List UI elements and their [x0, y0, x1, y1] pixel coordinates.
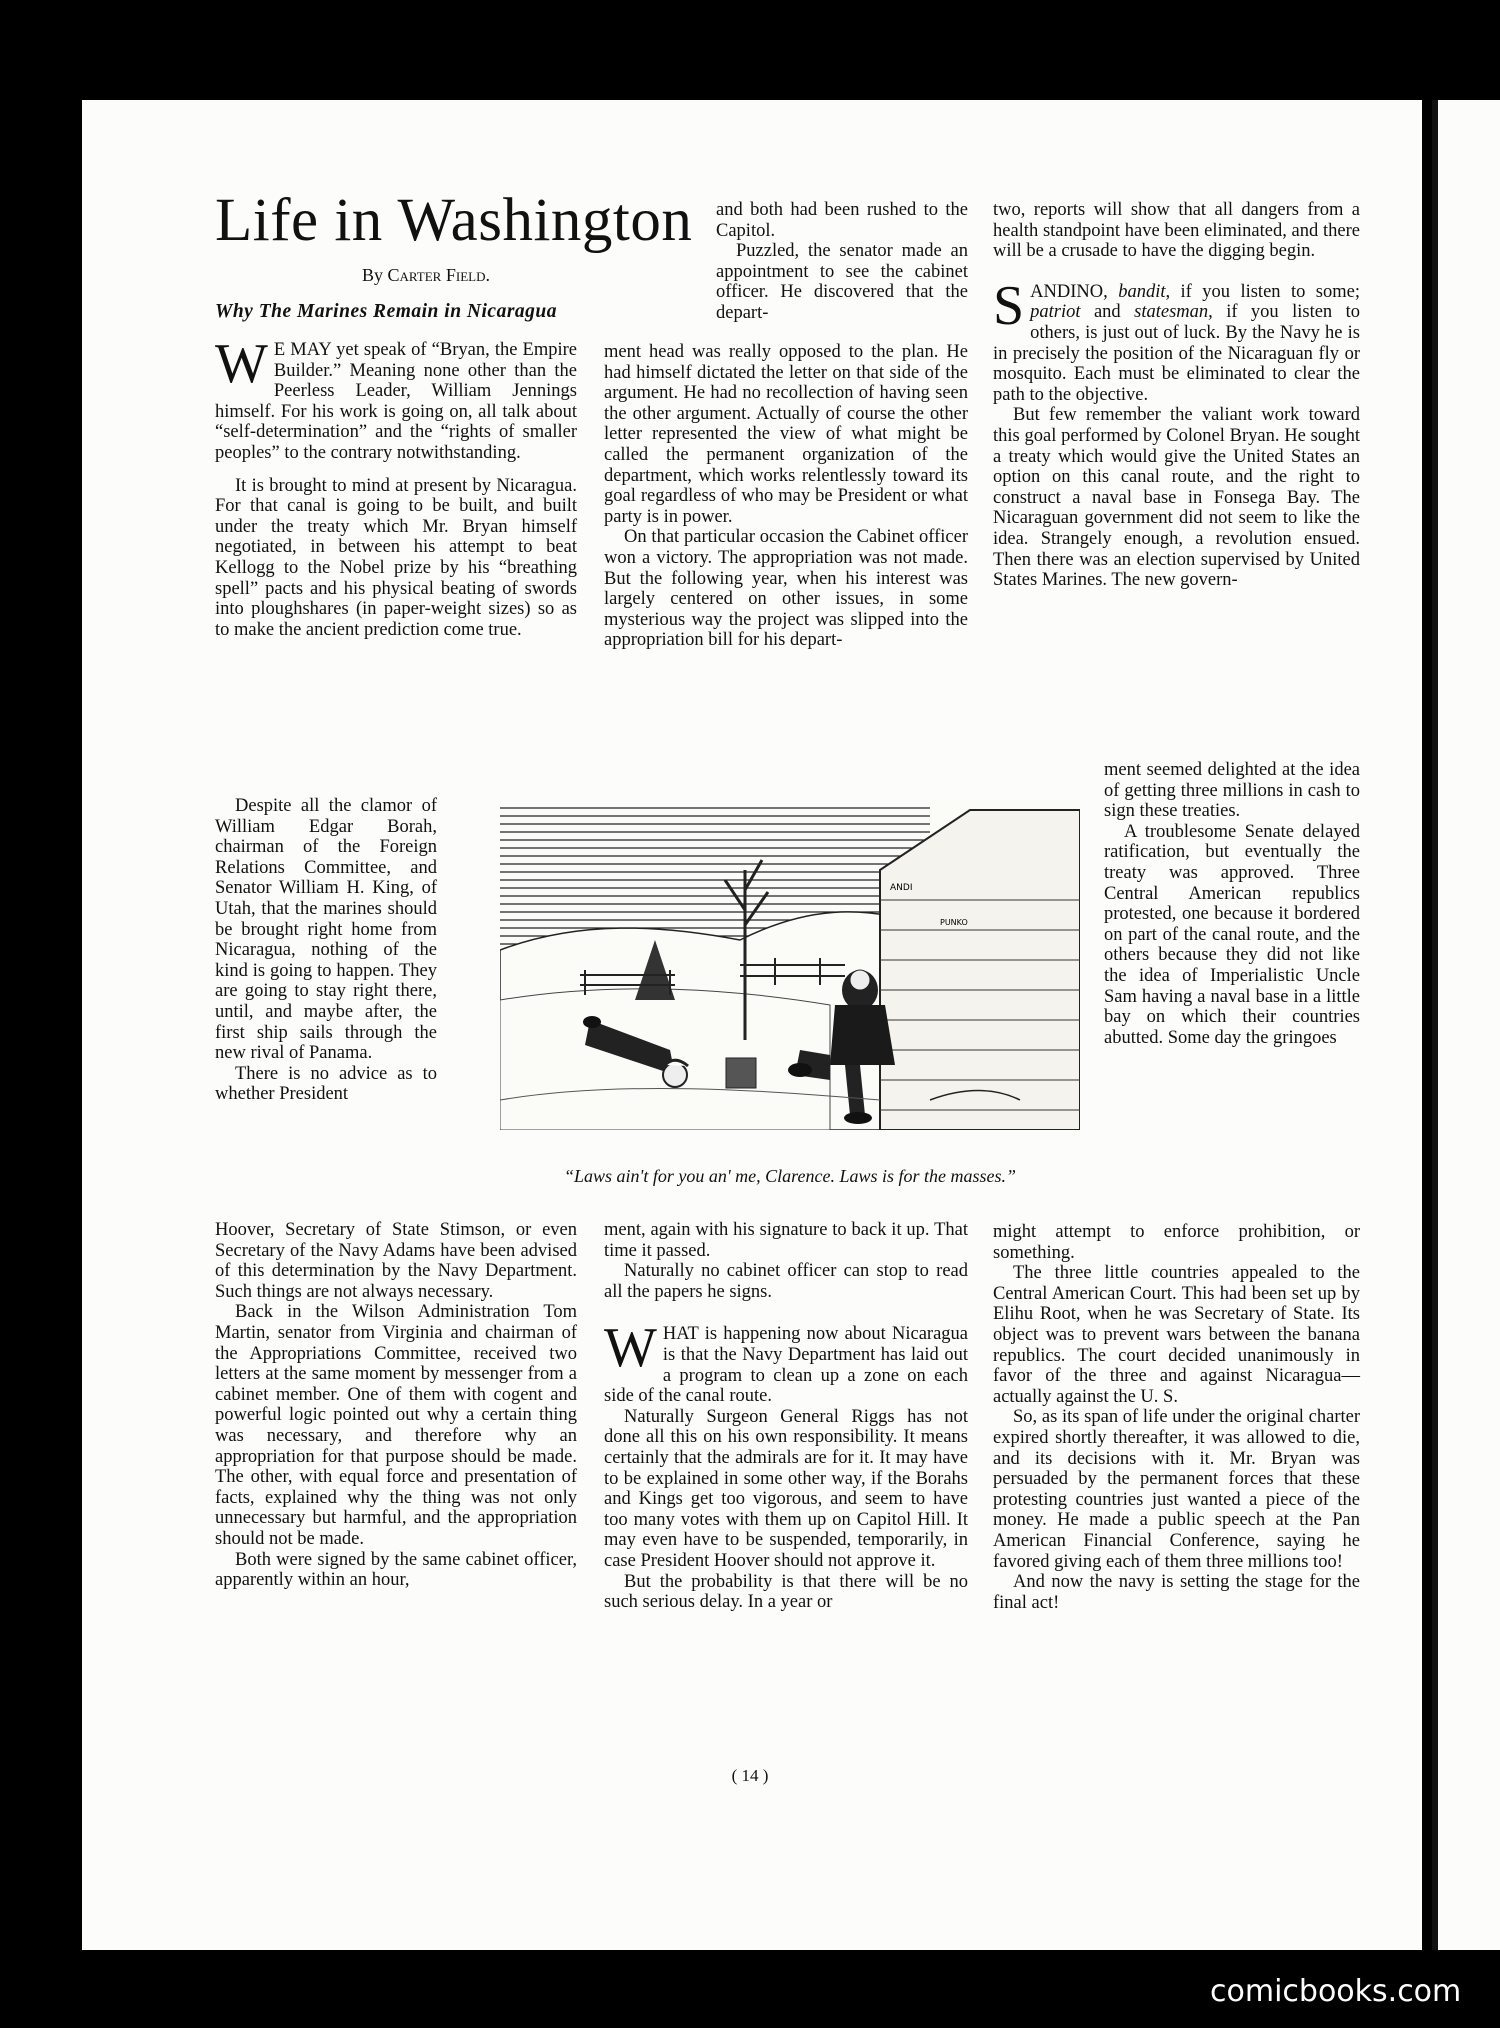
paragraph: On that particular occasion the Cabinet officer won a victory. The appropriation was not made. But the following year, when his interest was largely centered on other issues, in some mysterious way the project was slipped into the appropriation bill for his depart- — [604, 527, 968, 651]
column-1-bottom — [215, 1220, 577, 1591]
paragraph: But the probability is that there will be no such serious delay. In a year or — [604, 1571, 968, 1613]
paragraph-text: if you listen to others, is just out of luck. By the Navy he is in precisely the position of the Nicaraguan fly or mosquito. Each must be eliminated to clear the path to the objective. — [993, 302, 1361, 405]
paragraph-text: E MAY yet speak of “Bryan, the Empire Builder.” Meaning none other than the Peerless Leader, William Jennings himself. For his work is going on, all talk about “self-determination” and the “rights of smaller peoples” to the contrary notwithstanding. — [215, 340, 577, 463]
paragraph: and both had been rushed to the Capitol. — [716, 200, 968, 241]
paragraph-text: ANDINO, — [1030, 281, 1108, 302]
paragraph — [993, 274, 1361, 406]
column-2-bottom — [604, 1220, 968, 1613]
paragraph-text: if you listen to some; — [1180, 281, 1360, 302]
wall-sign: ANDI — [890, 883, 913, 893]
article-title: Life in Washington — [215, 187, 693, 254]
column-3-bottom — [993, 1222, 1360, 1613]
wall-sign: PUNKO — [940, 918, 968, 927]
paragraph-text: and — [1093, 302, 1121, 323]
paragraph: And now the navy is setting the stage for the final act! — [993, 1572, 1360, 1613]
paragraph: Naturally Surgeon General Riggs has not done all this on his own responsibility. It means certainly that the admirals are for it. It may have to be explained in some other way, if the Borahs and Kings get too vigorous, and seem to have too many votes with them up on Capitol Hill. It may even have to be suspended, temporarily, in case President Hoover should not approve it. — [604, 1406, 968, 1571]
paragraph: Both were signed by the same cabinet officer, apparently within an hour, — [215, 1549, 577, 1591]
paragraph: Despite all the clamor of William Edgar Borah, chairman of the Foreign Relations Committee, and Senator William H. King, of Utah, that the marines should be brought right home from Nicaragua, nothing of the kind is going to happen. They are going to stay right there, until, and maybe after, the first ship sails through the new rival of Panama. — [215, 796, 437, 1064]
author-name: Carter Field. — [387, 265, 490, 285]
paragraph: It is brought to mind at present by Nicaragua. For that canal is going to be built, and built under the treaty which Mr. Bryan himself negotiated, in between his attempt to beat Kellogg to the Nobel prize by his “breathing spell” pacts and his physical beating of swords into ploughshares (in paper-weight sizes) so as to make the ancient prediction come true. — [215, 475, 577, 640]
page-gutter — [1432, 100, 1438, 1950]
byline — [362, 265, 490, 286]
paragraph: There is no advice as to whether President — [215, 1063, 437, 1105]
column-3-narrow — [1104, 760, 1360, 1048]
paragraph: Back in the Wilson Administration Tom Martin, senator from Virginia and chairman of the Appropriations Committee, received two letters at the same moment by messenger from a cabinet member. One of them with cogent and powerful logic pointed out why a certain thing was necessary, and therefore why an appropriation for that purpose should be made. The other, with equal force and presentation of facts, explained why the thing was not only unnecessary but harmful, and the appropriation should not be made. — [215, 1302, 577, 1549]
paragraph: But few remember the valiant work toward this goal performed by Colonel Bryan. He sought a treaty which would give the United States an option on this canal route, and the right to construct a naval base in Fonsega Bay. The Nicaraguan government did not seem to like the idea. Strangely enough, a revolution ensued. Then there was an election supervised by United States Marines. The new govern- — [993, 405, 1360, 591]
column-1-top — [215, 333, 577, 640]
drop-cap: S — [993, 274, 1025, 337]
paragraph — [604, 1317, 968, 1407]
paragraph: two, reports will show that all dangers from a health standpoint have been eliminated, and there will be a crusade to have the digging begin. — [993, 200, 1360, 262]
emphasis: bandit, — [1118, 281, 1171, 302]
paragraph: Naturally no cabinet officer can stop to read all the papers he signs. — [604, 1261, 968, 1302]
paragraph: So, as its span of life under the original charter expired shortly thereafter, it was allowed to die, and its decisions with it. Mr. Bryan was persuaded by the permanent forces that these protesting countries just wanted a piece of the money. He made a public speech at the Pan American Financial Conference, saying he favored giving each of them three millions too! — [993, 1407, 1360, 1572]
paragraph: might attempt to enforce prohibition, or something. — [993, 1222, 1360, 1263]
cartoon-illustration — [500, 800, 1080, 1130]
paragraph: Hoover, Secretary of State Stimson, or even Secretary of the Navy Adams have been advised of this determination by the Navy Department. Such things are not always necessary. — [215, 1220, 577, 1302]
paragraph — [215, 333, 577, 464]
column-1-narrow — [215, 796, 437, 1105]
column-3-top — [993, 200, 1360, 591]
watermark: comicbooks.com — [1210, 1974, 1462, 2009]
page-number: ( 14 ) — [731, 1766, 769, 1785]
drop-cap: W — [215, 333, 268, 395]
paragraph: A troublesome Senate delayed ratification, but eventually the treaty was approved. Three Central American republics protested, one because it bordered on part of the canal route, and the others because they did not like the idea of Imperialistic Uncle Sam having a naval base in a little bay on which their countries abutted. Some day the gringoes — [1104, 821, 1360, 1048]
byline-prefix: By — [362, 265, 384, 285]
column-2-top — [604, 342, 968, 651]
column-2-narrow — [716, 200, 968, 324]
paragraph: ment seemed delighted at the idea of getting three millions in cash to sign these treaties. — [1104, 760, 1360, 822]
article-subhead: Why The Marines Remain in Nicaragua — [215, 301, 558, 322]
paragraph: ment head was really opposed to the plan. He had himself dictated the letter on that side of the argument. He had no recollection of having seen the other argument. Actually of course the other letter represented the view of what might be called the permanent organization of the department, which works relentlessly toward its goal regardless of who may be President or what party is in power. — [604, 342, 968, 527]
emphasis: patriot — [1030, 302, 1081, 323]
drop-cap: W — [604, 1317, 657, 1380]
facing-page-edge — [1432, 100, 1500, 1950]
paragraph: ment, again with his signature to back it up. That time it passed. — [604, 1220, 968, 1261]
emphasis: statesman, — [1134, 302, 1213, 323]
paragraph: The three little countries appealed to the Central American Court. This had been set up by Elihu Root, when he was Secretary of State. Its object was to prevent wars between the banana republics. The court decided unanimously in favor of the three and against Nicaragua—actually against the U. S. — [993, 1263, 1360, 1407]
paragraph: Puzzled, the senator made an appointment to see the cabinet officer. He discovered that the depart- — [716, 241, 968, 323]
paragraph-text: HAT is happening now about Nicaragua is that the Navy Department has laid out a program to clean up a zone on each side of the canal route. — [604, 1324, 968, 1407]
cartoon-caption: “Laws ain't for you an' me, Clarence. Laws is for the masses.” — [563, 1166, 1017, 1186]
